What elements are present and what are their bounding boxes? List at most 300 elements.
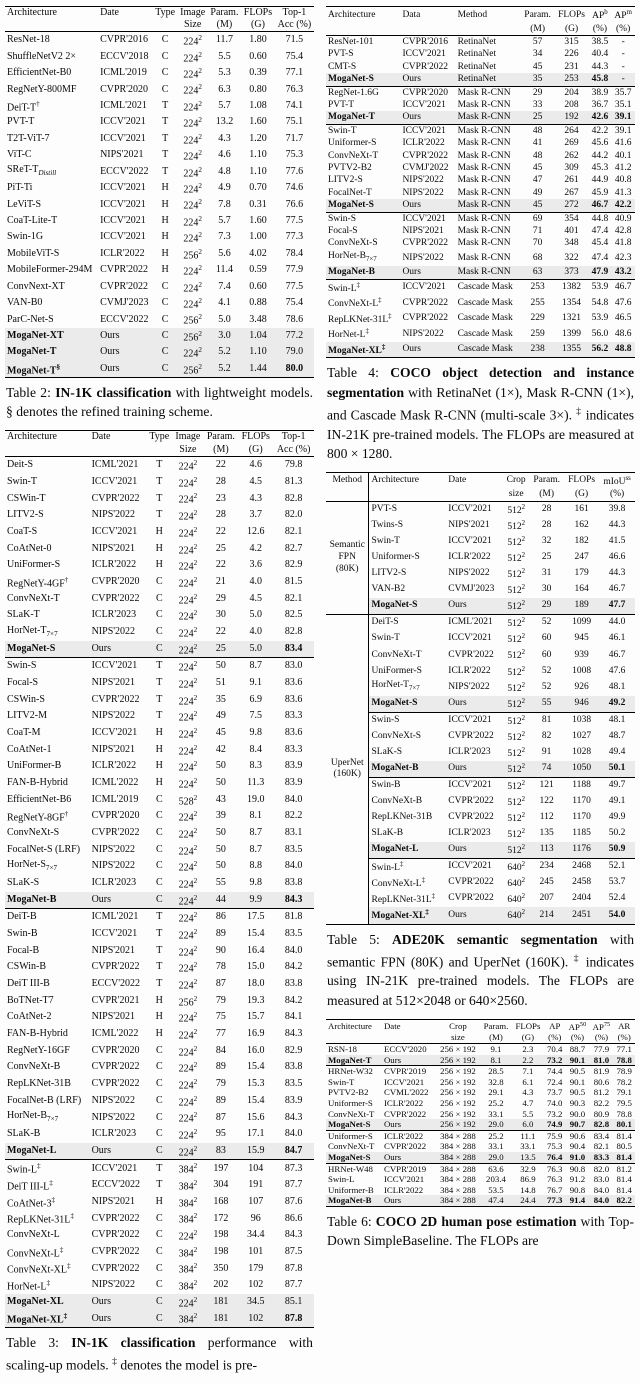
header-row bbox=[5, 19, 314, 32]
table-cell: 23 bbox=[215, 492, 226, 504]
table-cell: 926 bbox=[574, 681, 589, 692]
table-cell: VAN-B2 bbox=[371, 584, 406, 595]
table-cell: $224^2$ bbox=[178, 776, 198, 791]
table-cell: ResNet-101 bbox=[328, 36, 374, 47]
table-cell: 203.4 bbox=[486, 1174, 506, 1185]
table-cell: 48.1 bbox=[608, 681, 626, 692]
column-header bbox=[369, 489, 446, 501]
table-cell: $512^2$ bbox=[507, 697, 526, 710]
table-cell: CVMJ'2022 bbox=[402, 163, 449, 174]
table-cell: 78 bbox=[215, 961, 226, 973]
table-cell: 17.5 bbox=[238, 909, 273, 926]
column-header: (%) bbox=[589, 1032, 613, 1043]
table-cell: 34.5 bbox=[246, 1295, 265, 1307]
table-cell: 90 bbox=[215, 944, 226, 956]
table-cell: 384 × 288 bbox=[440, 1195, 476, 1206]
table-cell: 11.1 bbox=[512, 1130, 544, 1141]
column-header: Acc (%) bbox=[275, 19, 314, 32]
table-row bbox=[5, 993, 314, 1010]
table-cell: Swin-1G bbox=[7, 231, 44, 243]
table-cell: 84.0 bbox=[284, 793, 303, 805]
table-cell: 82.1 bbox=[284, 592, 303, 604]
table-cell: CVPR'2020 bbox=[400, 86, 455, 99]
table-cell: 84.0 bbox=[284, 1128, 303, 1140]
table-cell: 1355 bbox=[562, 344, 582, 355]
table-cell: 81.4 bbox=[616, 1174, 632, 1185]
table-cell: $224^2$ bbox=[178, 1128, 198, 1142]
table-cell: NIPS'2022 bbox=[402, 328, 444, 339]
table-cell: CoAtNet-2 bbox=[7, 1011, 52, 1023]
table-cell: 3.6 bbox=[249, 559, 262, 571]
table-row bbox=[5, 328, 314, 344]
table-cell: 87.3 bbox=[273, 1160, 314, 1177]
table-row bbox=[5, 524, 314, 541]
table-row bbox=[5, 65, 314, 81]
table-cell: 86 bbox=[204, 909, 239, 926]
table-cell: ConvNeXt-B bbox=[371, 796, 423, 807]
table-cell: 179 bbox=[248, 1262, 264, 1274]
table-row bbox=[5, 474, 314, 491]
table-row bbox=[326, 124, 635, 137]
table-cell: 41.3 bbox=[614, 187, 632, 198]
table-cell: 87.7 bbox=[284, 1279, 303, 1291]
table-row bbox=[5, 279, 314, 295]
table-cell: 16.0 bbox=[246, 1044, 265, 1056]
table-cell: ICCV'2021 bbox=[448, 503, 492, 514]
table-cell: HorNet-L‡ bbox=[328, 328, 369, 341]
table-cell: 5.0 bbox=[218, 313, 231, 325]
table-cell: 35 bbox=[532, 74, 543, 85]
table-cell: CVPR'2022 bbox=[91, 1078, 140, 1090]
table-cell: H bbox=[155, 525, 163, 537]
table-cell: 79.8 bbox=[284, 459, 303, 471]
table-cell: 75 bbox=[215, 1011, 226, 1023]
table-cell: 55 bbox=[215, 877, 226, 889]
table-cell: H bbox=[155, 760, 163, 772]
table-cell: H bbox=[161, 182, 169, 194]
table-cell: CVPR'2022 bbox=[448, 730, 494, 741]
table-cell: C bbox=[161, 362, 169, 374]
table-cell: Swin-T bbox=[326, 124, 400, 137]
table-cell: 262 bbox=[564, 150, 579, 161]
table-cell: Ours bbox=[100, 329, 120, 341]
table-row bbox=[5, 361, 314, 378]
table-row bbox=[326, 631, 635, 647]
table-row bbox=[326, 1109, 635, 1120]
table-cell: NIPS'2021 bbox=[448, 520, 490, 531]
table-cell: 348 bbox=[564, 238, 579, 249]
column-header bbox=[153, 19, 178, 32]
table-cell: 1050 bbox=[572, 762, 592, 773]
table-cell: 82.0 bbox=[284, 509, 303, 521]
table-cell: 90.8 bbox=[566, 1163, 590, 1174]
table-cell: RetinaNet bbox=[457, 36, 497, 47]
column-header bbox=[456, 23, 521, 36]
table-cell: 79.1 bbox=[616, 1087, 632, 1098]
table-cell: VAN-B0 bbox=[7, 297, 43, 309]
table-cell: 90.8 bbox=[569, 1184, 586, 1195]
table-cell: 22 bbox=[215, 525, 226, 537]
table-cell: EfficientNet-B0 bbox=[7, 67, 72, 79]
table-cell: 1.08 bbox=[249, 100, 267, 112]
table-cell: 70 bbox=[532, 238, 543, 249]
table-cell: 82.2 bbox=[593, 1097, 610, 1108]
table-cell: 39.1 bbox=[614, 112, 632, 123]
column-header: (%) bbox=[566, 1032, 590, 1043]
table-cell: 41.5 bbox=[608, 536, 626, 547]
table-cell: ICCV'2021 bbox=[91, 727, 138, 739]
table-cell: 4.5 bbox=[249, 592, 262, 604]
table-cell: RegNet-1.6G bbox=[326, 86, 400, 99]
table-row bbox=[326, 826, 635, 842]
table-cell: 45.4 bbox=[591, 238, 609, 249]
table-cell: 1170 bbox=[572, 812, 591, 823]
table-cell: $224^2$ bbox=[178, 810, 198, 824]
table-cell: 182 bbox=[574, 536, 589, 547]
table-cell: SLaK-B bbox=[371, 828, 404, 839]
table-row bbox=[5, 926, 314, 943]
table-cell: 5.7 bbox=[218, 100, 231, 112]
table-cell: 47.7 bbox=[608, 600, 626, 611]
table-cell: ICCV'2021 bbox=[91, 525, 138, 537]
table-cell: 322 bbox=[564, 252, 579, 263]
table-cell: CVPR'2022 bbox=[100, 264, 148, 276]
table-row bbox=[326, 1098, 635, 1109]
table-cell: ICLR'2022 bbox=[382, 1130, 436, 1141]
table-cell: 45 bbox=[532, 61, 543, 72]
table-cell: C bbox=[155, 1279, 163, 1291]
table-cell: MogaNet-S bbox=[328, 1151, 371, 1162]
table-cell: CVPR'2022 bbox=[91, 1212, 140, 1224]
table-cell: MogaNet-S bbox=[371, 697, 418, 708]
table-cell: 48.1 bbox=[599, 712, 635, 729]
table-row bbox=[5, 574, 314, 591]
table-cell: 5.7 bbox=[218, 214, 231, 226]
table-cell: ICLR'2022 bbox=[448, 552, 491, 563]
table-cell: Ours bbox=[402, 200, 421, 211]
table-cell: 90.6 bbox=[566, 1130, 590, 1141]
table-row bbox=[326, 48, 635, 60]
table-cell: 50.2 bbox=[608, 828, 626, 839]
table-cell: 89 bbox=[215, 1061, 226, 1073]
table-cell: 96 bbox=[250, 1212, 261, 1224]
table-row bbox=[5, 1126, 314, 1143]
table-cell: 84.0 bbox=[284, 944, 303, 956]
table-cell: 83.4 bbox=[589, 1130, 613, 1141]
table-cell: ICLR'2022 bbox=[91, 760, 137, 772]
table-cell: C bbox=[155, 576, 163, 587]
table-cell: 91.0 bbox=[569, 1151, 586, 1162]
table-cell: Mask R-CNN bbox=[457, 175, 511, 186]
table-row bbox=[326, 199, 635, 212]
table-cell: 4.1 bbox=[218, 297, 231, 309]
column-header: Architecture bbox=[7, 7, 57, 18]
table-cell: C bbox=[155, 843, 163, 855]
table-cell: 198 bbox=[213, 1229, 229, 1241]
table-cell: PVT-T bbox=[7, 116, 35, 128]
column-header: Type bbox=[149, 431, 170, 443]
table-cell: FAN-B-Hybrid bbox=[7, 777, 68, 789]
table-cell: 16.9 bbox=[246, 1028, 265, 1040]
column-header: FLOPs bbox=[241, 431, 270, 443]
table-cell: 135 bbox=[539, 828, 554, 839]
table-cell: CVPR'2022 bbox=[402, 61, 448, 72]
table-cell: 234 bbox=[529, 859, 564, 876]
table-cell: 6.3 bbox=[218, 83, 231, 95]
table-cell: 47.4 bbox=[488, 1195, 504, 1206]
table-cell: 384 × 288 bbox=[440, 1141, 476, 1152]
table-cell: ICCV'2021 bbox=[400, 124, 455, 137]
table-cell: 71.5 bbox=[285, 34, 304, 46]
table-cell: ICLR'2022 bbox=[100, 247, 145, 259]
table-cell: 44 bbox=[215, 893, 226, 905]
table-cell: Focal-S bbox=[328, 226, 358, 237]
table-row bbox=[326, 342, 635, 358]
table-cell: 48.8 bbox=[614, 344, 632, 355]
table-cell: 53.9 bbox=[589, 279, 612, 295]
table-cell: 84.7 bbox=[284, 1144, 303, 1156]
table-cell: H bbox=[161, 231, 169, 243]
table-cell: 39.1 bbox=[611, 124, 635, 137]
table-cell: C bbox=[161, 67, 169, 79]
table-cell: 45.9 bbox=[591, 187, 609, 198]
table-row bbox=[326, 35, 635, 48]
table-cell: 9.1 bbox=[490, 1043, 502, 1054]
table-cell: Swin-L‡ bbox=[5, 1160, 90, 1177]
table-row bbox=[326, 250, 635, 266]
table-cell: HorNet-$T_{7\times 7}$ bbox=[7, 624, 58, 638]
table-cell: 29 bbox=[521, 86, 555, 99]
table-cell: NIPS'2021 bbox=[100, 149, 144, 161]
table-cell: $384^2$ bbox=[178, 1212, 198, 1226]
table-cell: 384 × 288 bbox=[440, 1151, 476, 1162]
table-row bbox=[5, 147, 314, 163]
table-cell: ICCV'2021 bbox=[400, 212, 455, 225]
column-header: Size bbox=[172, 444, 203, 457]
table-cell: 81.4 bbox=[613, 1130, 635, 1141]
table-cell: 107 bbox=[248, 1195, 264, 1207]
table-cell: 82.8 bbox=[593, 1119, 610, 1130]
table-cell: ICCV'2021 bbox=[383, 1076, 425, 1087]
table-cell: Ours bbox=[100, 346, 120, 358]
table-cell: C bbox=[155, 810, 163, 822]
table-row bbox=[5, 792, 314, 809]
column-header: Param. bbox=[210, 7, 239, 18]
table-row bbox=[326, 137, 635, 149]
table-cell: Ours bbox=[448, 909, 467, 920]
column-header: (M) bbox=[204, 444, 239, 457]
table-cell: 76.3 bbox=[285, 83, 304, 95]
table-cell: 12.6 bbox=[246, 525, 265, 537]
table-cell: 48 bbox=[532, 150, 543, 161]
table-cell: Mask R-CNN bbox=[457, 163, 511, 174]
table-cell: 13.2 bbox=[215, 116, 234, 128]
table-cell: 1099 bbox=[564, 615, 599, 632]
table-cell: 121 bbox=[529, 777, 564, 794]
table-cell: ICCV'2021 bbox=[100, 116, 146, 128]
table-cell: 0.59 bbox=[249, 264, 267, 276]
table-cell: 15.0 bbox=[246, 961, 265, 973]
table-cell: $224^2$ bbox=[178, 492, 198, 506]
table-cell: 6.9 bbox=[249, 693, 262, 705]
table-cell: 33.1 bbox=[488, 1141, 504, 1152]
table-cell: $384^2$ bbox=[178, 1179, 198, 1193]
table-row bbox=[5, 1059, 314, 1076]
table-cell: PVT-S bbox=[328, 49, 354, 60]
table-cell: ICCV'2021 bbox=[100, 132, 146, 144]
table-cell: 315 bbox=[564, 36, 579, 47]
table-cell: T bbox=[156, 1179, 163, 1191]
table-cell: $512^2$ bbox=[507, 665, 526, 678]
table-cell: 68 bbox=[532, 252, 543, 263]
table-cell: ICLR'2023 bbox=[91, 877, 137, 889]
table-cell: 83.1 bbox=[284, 827, 303, 839]
table-cell: LITV2-M bbox=[7, 710, 47, 722]
table-cell: 79.0 bbox=[285, 346, 304, 358]
table-cell: $224^2$ bbox=[183, 132, 202, 147]
table-row bbox=[326, 615, 635, 632]
column-header: AP$^{75}$ bbox=[592, 1020, 611, 1032]
table-cell: 247 bbox=[574, 552, 589, 563]
table-cell: 83.6 bbox=[284, 677, 303, 689]
table-cell: 90.1 bbox=[569, 1076, 586, 1087]
table-row bbox=[326, 859, 635, 876]
table-row bbox=[5, 49, 314, 65]
table-row bbox=[5, 114, 314, 130]
table-cell: HRNet-W32 bbox=[326, 1066, 382, 1077]
table-row bbox=[5, 1194, 314, 1211]
table-cell: Cascade Mask bbox=[457, 313, 513, 324]
table-cell: 272 bbox=[564, 200, 579, 211]
table-cell: FocalNet-T bbox=[328, 187, 372, 198]
table-cell: H bbox=[161, 214, 169, 226]
table-cell: NIPS'2021 bbox=[91, 542, 136, 554]
column-header: (G) bbox=[564, 489, 599, 501]
table-cell: 5.6 bbox=[218, 247, 231, 259]
table-cell: $224^2$ bbox=[178, 642, 198, 656]
table-cell: LITV2-S bbox=[371, 568, 407, 579]
table-cell: ICML'2019 bbox=[100, 67, 147, 79]
table-cell: ICCV'2021 bbox=[446, 777, 503, 794]
table-cell: Focal-S bbox=[7, 677, 39, 689]
table-cell: MogaNet-S bbox=[7, 642, 56, 654]
table-cell: 269 bbox=[564, 138, 579, 149]
table-cell: $640^2$ bbox=[503, 859, 529, 876]
column-header: Param. bbox=[533, 475, 560, 486]
table-cell: $224^2$ bbox=[178, 1111, 198, 1125]
table-cell: ICML'2022 bbox=[91, 777, 139, 789]
table-cell: 384 × 288 bbox=[436, 1130, 480, 1141]
table-cell: MogaNet-S bbox=[371, 600, 418, 611]
table-cell: 41.2 bbox=[614, 163, 632, 174]
table-cell: CVPR'2022 bbox=[402, 313, 448, 324]
table-cell: $224^2$ bbox=[183, 264, 202, 278]
table-row bbox=[326, 1163, 635, 1174]
table-cell: 87.6 bbox=[284, 1195, 303, 1207]
table-cell: 40.8 bbox=[614, 175, 632, 186]
table-cell: 24.4 bbox=[520, 1195, 536, 1206]
table-cell: 384 × 288 bbox=[440, 1174, 476, 1185]
table-cell: 87 bbox=[215, 1111, 226, 1123]
table-cell: 50.9 bbox=[608, 844, 626, 855]
table-cell: 45 bbox=[215, 727, 226, 739]
table-cell: Ours bbox=[402, 267, 421, 278]
table-row bbox=[5, 1294, 314, 1311]
table-cell: 256 × 192 bbox=[440, 1097, 476, 1108]
table-cell: NIPS'2022 bbox=[91, 1279, 136, 1291]
method-group-label: UperNet (160K) bbox=[326, 615, 369, 924]
table-row bbox=[326, 761, 635, 778]
table-cell: 80.5 bbox=[616, 1141, 632, 1152]
table-cell: 2468 bbox=[564, 859, 599, 876]
table-cell: ECCV'2022 bbox=[100, 165, 149, 177]
table-cell: C bbox=[161, 280, 169, 292]
table-cell: ICML'2021 bbox=[100, 100, 147, 112]
table-cell: CVPR'2019 bbox=[382, 1163, 436, 1174]
table-cell: NIPS'2021 bbox=[91, 944, 136, 956]
table-cell: Twins-S bbox=[371, 520, 404, 531]
column-header: Param. bbox=[524, 9, 551, 20]
table-cell: Mask R-CNN bbox=[456, 86, 521, 99]
table-row bbox=[5, 1043, 314, 1060]
table-cell: Ours bbox=[448, 762, 467, 773]
table-cell: Ours bbox=[448, 697, 467, 708]
column-header: FLOPs bbox=[568, 475, 596, 486]
table-cell: 1028 bbox=[572, 746, 592, 757]
table-cell: $512^2$ bbox=[507, 503, 526, 517]
table-cell: CoAtNet-0 bbox=[7, 542, 52, 554]
table-cell: H bbox=[155, 559, 163, 571]
table-cell: $224^2$ bbox=[178, 843, 198, 857]
table-cell: 49.9 bbox=[608, 812, 626, 823]
table-cell: 113 bbox=[539, 844, 554, 855]
column-header: (G) bbox=[555, 23, 589, 36]
table-cell: ConvNeXt-S bbox=[371, 730, 422, 741]
table-cell: 1.10 bbox=[249, 149, 267, 161]
column-header: Date bbox=[448, 475, 467, 486]
table-row bbox=[326, 810, 635, 826]
table-cell: 21 bbox=[215, 576, 226, 587]
table-cell: 0.88 bbox=[249, 297, 267, 309]
table-4-caption: Table 4: COCO object detection and instance segmentation with RetinaNet (1×), Mask R-CNN (1×), and Cascade Mask R-CNN (multi-scale 3×). ‡ indicates IN-21K pre-trained models. The FLOPs are measured at 800 × 1280. bbox=[327, 365, 635, 461]
table-cell: CVPR'2020 bbox=[91, 810, 140, 822]
table-cell: T bbox=[156, 492, 163, 504]
table-cell: 82.2 bbox=[284, 810, 303, 822]
table-cell: 208 bbox=[564, 100, 579, 110]
table-cell: LITV2-S bbox=[7, 509, 44, 521]
table-cell: MobileFormer-294M bbox=[7, 264, 93, 276]
table-cell: 1.00 bbox=[249, 231, 267, 243]
table-cell: CVPR'2016 bbox=[402, 36, 448, 47]
table-2-in1k-lightweight-classification bbox=[5, 6, 314, 378]
table-cell: 43.2 bbox=[614, 267, 632, 278]
table-row bbox=[5, 541, 314, 558]
table-cell: $224^2$ bbox=[178, 1229, 198, 1243]
table-cell: 80.6 bbox=[593, 1076, 610, 1087]
table-cell: 84.1 bbox=[284, 1011, 303, 1023]
table-cell: NIPS'2021 bbox=[91, 1195, 136, 1207]
column-header: (%) bbox=[544, 1032, 566, 1043]
table-cell: T bbox=[162, 100, 169, 112]
table-cell: ICLR'2022 bbox=[402, 138, 445, 149]
table-cell: 54.8 bbox=[591, 297, 609, 308]
table-cell: 231 bbox=[564, 61, 579, 72]
table-cell: 76.3 bbox=[544, 1163, 566, 1174]
column-header: Crop bbox=[449, 1020, 467, 1031]
table-cell: $512^2$ bbox=[507, 844, 526, 857]
table-cell: SLaK-S bbox=[7, 877, 40, 889]
table-cell: 11.3 bbox=[247, 777, 265, 789]
